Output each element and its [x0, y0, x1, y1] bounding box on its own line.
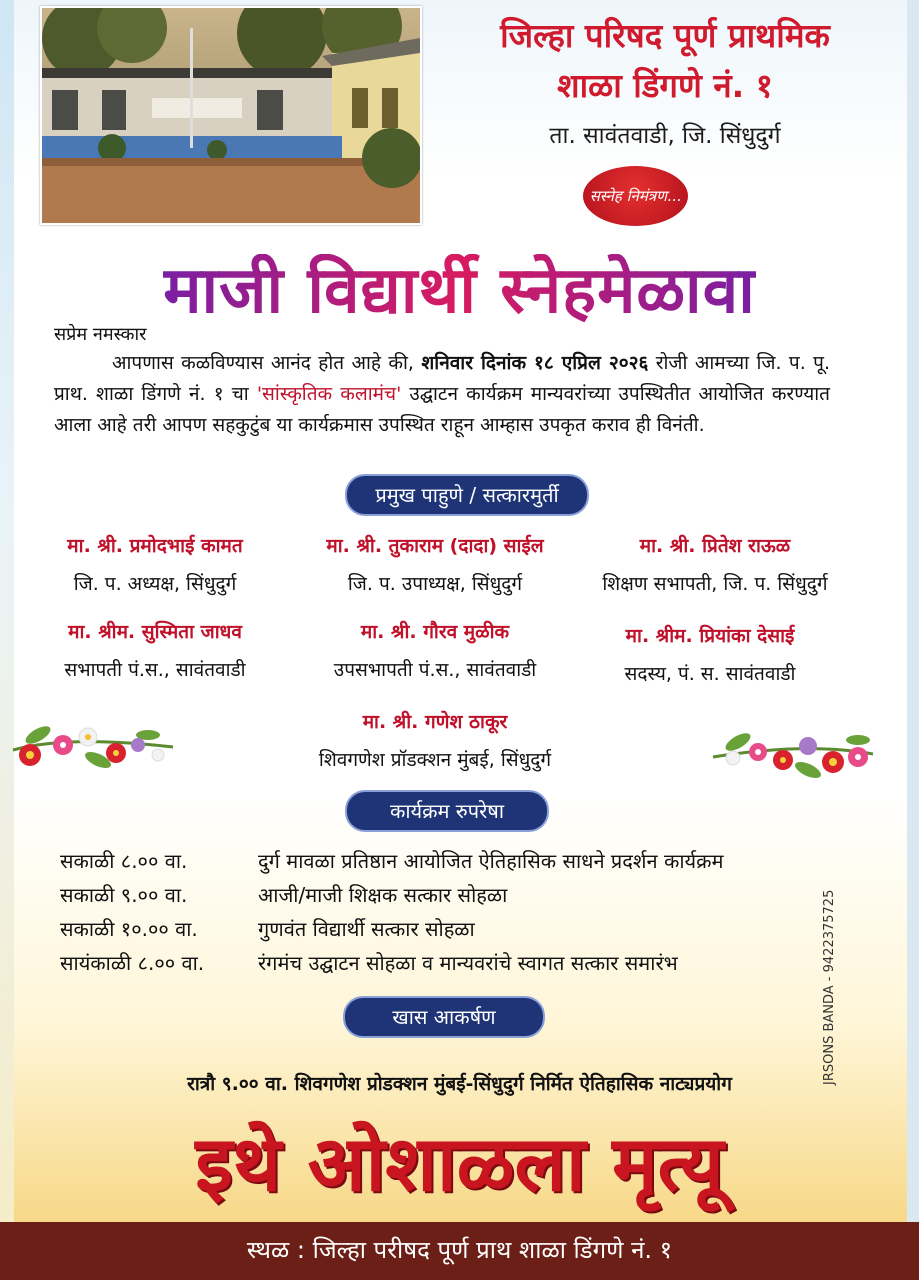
venue-bar: स्थळ : जिल्हा परीषद पूर्ण प्राथ शाळा डिंगणे नं. १: [0, 1222, 919, 1280]
guest-post: जि. प. अध्यक्ष, सिंधुदुर्ग: [73, 573, 237, 595]
guest-name: मा. श्रीम. प्रियांका देसाई: [625, 625, 795, 647]
schedule-time: सकाळी ८.०० वा.: [60, 848, 188, 873]
schedule-section-heading: कार्यक्रम रुपरेषा: [345, 790, 549, 832]
schedule-desc: रंगमंच उद्घाटन सोहळा व मान्यवरांचे स्वागत सत्कार समारंभ: [258, 950, 678, 975]
schedule-desc: आजी/माजी शिक्षक सत्कार सोहळा: [258, 882, 508, 907]
guest-post: शिवगणेश प्रॉडक्शन मुंबई, सिंधुदुर्ग: [318, 749, 552, 771]
guest-post: सदस्य, पं. स. सावंतवाडी: [624, 663, 796, 685]
schedule-time: सायंकाळी ८.०० वा.: [60, 950, 205, 975]
schedule-desc: गुणवंत विद्यार्थी सत्कार सोहळा: [258, 916, 475, 941]
guest-name: मा. श्री. प्रमोदभाई कामत: [67, 535, 243, 557]
schedule-time: सकाळी ९.०० वा.: [60, 882, 188, 907]
guests-section-heading: प्रमुख पाहुणे / सत्कारमुर्ती: [345, 474, 589, 516]
invite-part3: उद्घाटन कार्यक्रम मान्यवरांच्या उपस्थितीत आयोजित करण्यात आला आहे तरी आपण सहकुटुंब या कार्यक्रमास उपस्थित राहून आम्हास उपकृत कराव ही विनंती.: [54, 383, 830, 436]
school-name-line2: शाळा डिंगणे नं. १: [557, 66, 773, 105]
guest-post: शिक्षण सभापती, जि. प. सिंधुदुर्ग: [602, 573, 828, 595]
special-section-heading: खास आकर्षण: [343, 996, 545, 1038]
schedule-row: [60, 911, 850, 945]
invite-part1: आपणास कळविण्यास आनंद होत आहे की,: [112, 352, 422, 374]
schedule-row: [60, 877, 850, 911]
guest-3: [570, 532, 860, 596]
guest-name: मा. श्रीम. सुस्मिता जाधव: [68, 621, 242, 643]
greeting: सप्रेम नमस्कार: [54, 324, 147, 345]
special-attraction-line: रात्रौ ९.०० वा. शिवगणेश प्रोडक्शन मुंबई-सिंधुदुर्ग निर्मित ऐतिहासिक नाट्यप्रयोग: [187, 1073, 732, 1095]
guest-2: [290, 532, 580, 596]
guest-post: जि. प. उपाध्यक्ष, सिंधुदुर्ग: [347, 573, 523, 595]
flower-decoration-left: [8, 705, 178, 785]
schedule-row: [60, 843, 850, 877]
guest-name: मा. श्री. तुकाराम (दादा) साईल: [326, 535, 544, 557]
school-photo: [40, 6, 422, 225]
guest-post: उपसभापती पं.स., सावंतवाडी: [333, 659, 537, 681]
invitation-seal: सस्नेह निमंत्रण...: [583, 166, 688, 226]
event-title-text: माजी विद्यार्थी स्नेहमेळावा: [163, 254, 756, 328]
guest-6: [590, 622, 830, 686]
guest-name: मा. श्री. प्रितेश राऊळ: [639, 535, 791, 557]
schedule-list: [60, 843, 850, 979]
guest-4: [30, 618, 280, 682]
invite-stage-name: 'सांस्कृतिक कलामंच': [256, 383, 402, 405]
guest-7: [280, 708, 590, 772]
printer-credit: JRSONS BANDA - 9422375725: [822, 889, 837, 1085]
school-location: ता. सावंतवाडी, जि. सिंधुदुर्ग: [549, 123, 781, 149]
guest-post: सभापती पं.स., सावंतवाडी: [64, 659, 246, 681]
schedule-desc: दुर्ग मावळा प्रतिष्ठान आयोजित ऐतिहासिक साधने प्रदर्शन कार्यक्रम: [258, 848, 724, 873]
flower-decoration-right: [708, 712, 878, 792]
drama-title: इथे ओशाळला मृत्यू: [195, 1119, 724, 1208]
schedule-time: सकाळी १०.०० वा.: [60, 916, 198, 941]
guest-5: [300, 618, 570, 682]
school-name-line1: जिल्हा परिषद पूर्ण प्राथमिक: [500, 16, 830, 55]
guest-name: मा. श्री. गणेश ठाकूर: [362, 711, 508, 733]
guest-name: मा. श्री. गौरव मुळीक: [360, 621, 510, 643]
event-title: [0, 244, 919, 331]
guest-1: [30, 532, 280, 596]
invite-part2: रोजी आमच्या जि. प. पू. प्राथ. शाळा डिंगणे नं. १ चा: [54, 352, 830, 405]
invitation-text: [54, 348, 830, 441]
schedule-row: [60, 945, 850, 979]
invite-date: शनिवार दिनांक १८ एप्रिल २०२६: [421, 352, 649, 374]
